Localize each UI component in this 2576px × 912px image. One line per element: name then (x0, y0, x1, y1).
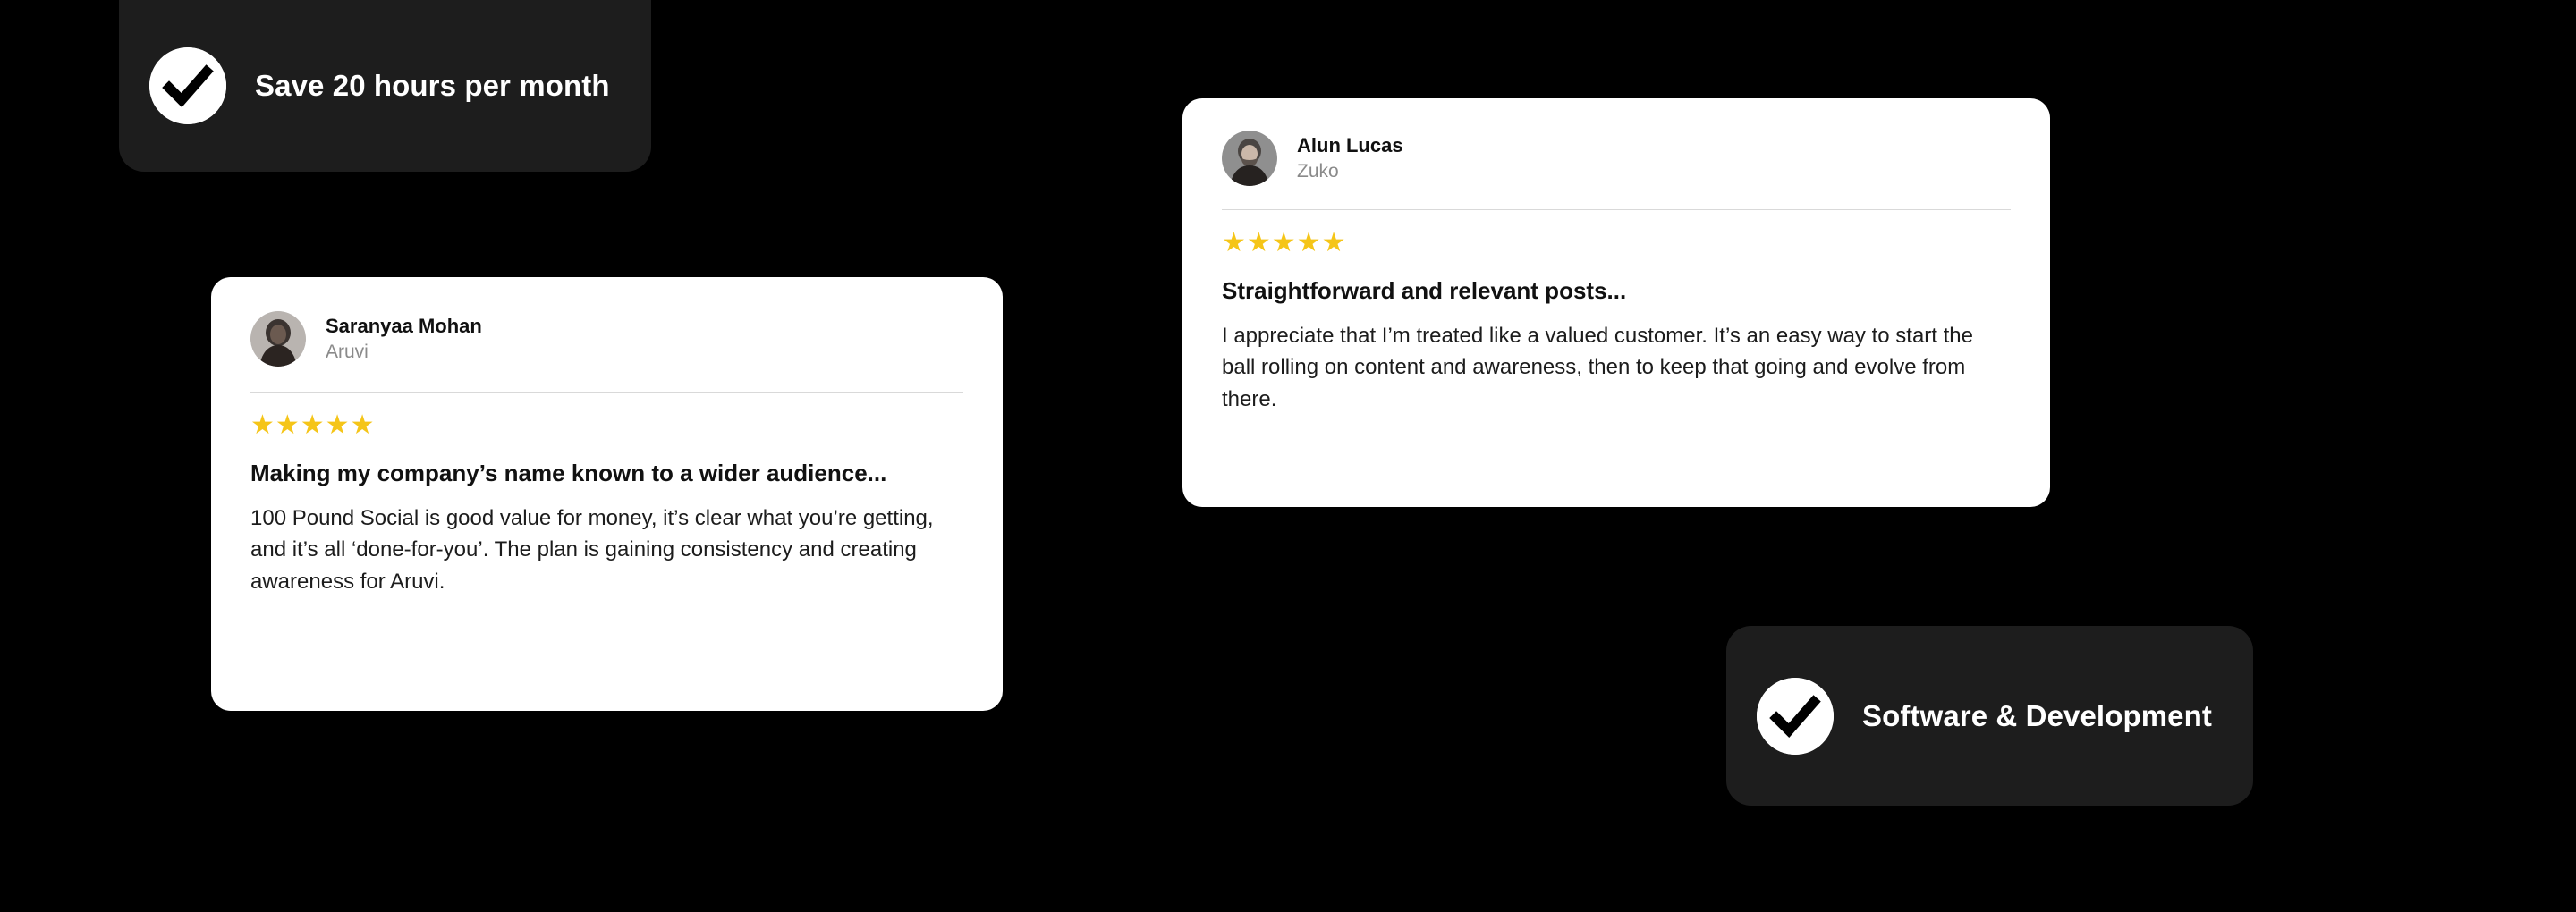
author-name: Saranyaa Mohan (326, 315, 482, 338)
check-circle-icon (1757, 678, 1834, 755)
author-company: Aruvi (326, 341, 369, 362)
review-author (250, 311, 963, 367)
badge-save-hours[interactable] (119, 0, 651, 172)
badge-software-development[interactable] (1726, 626, 2253, 806)
rating-stars: ★★★★★ (1222, 228, 1347, 258)
divider (1222, 209, 2011, 210)
check-circle-icon (149, 47, 226, 124)
divider (250, 392, 963, 393)
review-body: 100 Pound Social is good value for money, it’s clear what you’re getting, and it’s all ‘done-for-you’. The plan is gaining consistency and creating awareness for Aruvi. (250, 505, 934, 594)
review-author (1222, 131, 2011, 186)
author-name: Alun Lucas (1297, 134, 1403, 157)
rating-stars: ★★★★★ (250, 410, 376, 440)
review-card[interactable] (1182, 98, 2050, 507)
author-text-block (326, 314, 482, 364)
author-text-block (1297, 133, 1403, 183)
review-body: I appreciate that I’m treated like a valued customer. It’s an easy way to start the ball rolling on content and awareness, then to keep that going and evolve from there. (1222, 323, 1973, 411)
review-title: Straightforward and relevant posts... (1222, 277, 1627, 304)
review-title: Making my company’s name known to a wider audience... (250, 460, 887, 486)
avatar (250, 311, 306, 367)
avatar (1222, 131, 1277, 186)
review-card[interactable] (211, 277, 1003, 711)
author-company: Zuko (1297, 160, 1339, 182)
badge-label: Software & Development (1862, 698, 2212, 732)
badge-label: Save 20 hours per month (255, 69, 610, 102)
